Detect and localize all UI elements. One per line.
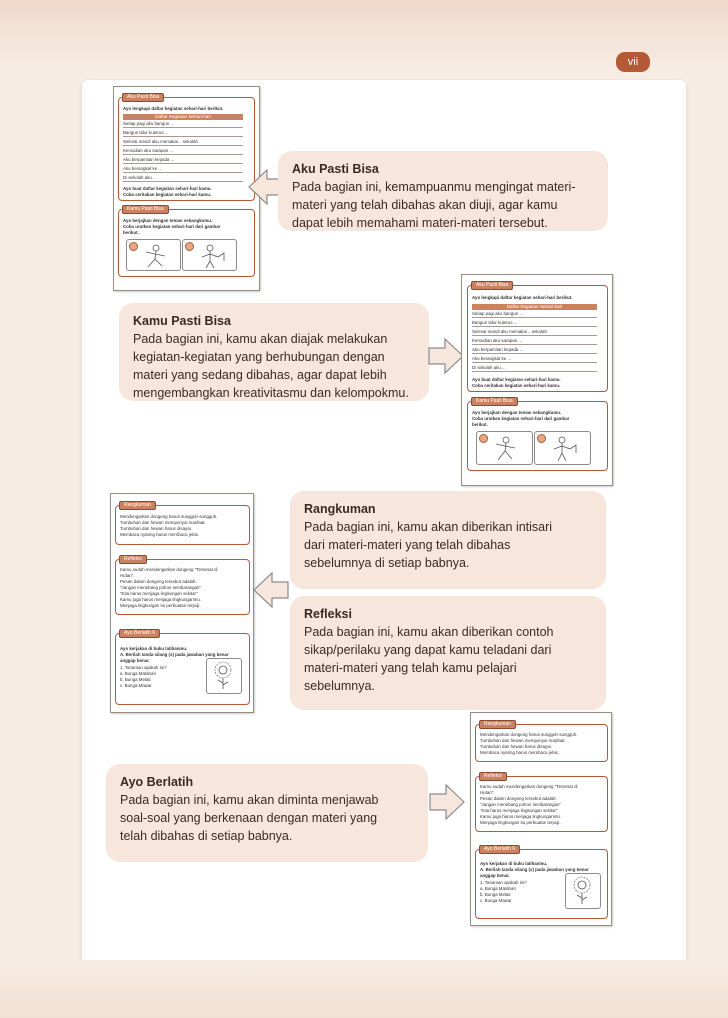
section-tag: Rangkuman: [479, 720, 516, 729]
callout-title: Rangkuman: [304, 502, 376, 516]
callout-aku-pasti-bisa: [278, 151, 608, 231]
table-row: Di sekolah aku ...: [472, 365, 597, 372]
thumbnail-ayo-berlatih: [470, 712, 612, 926]
section-tag: Ayo Berlatih 6: [479, 845, 520, 854]
table-row: Aku berangkat ke ...: [123, 166, 243, 173]
table-row: Setiap pagi aku bangun ...: [472, 311, 597, 318]
table-row: Kemudian aku sarapan ...: [123, 148, 243, 155]
callout-line: Pada bagian ini, kamu akan diminta menjawab: [120, 793, 379, 807]
callout-rangkuman: [290, 491, 606, 589]
arrow-right-icon: [427, 336, 465, 376]
table-header: Daftar Kegiatan Sehari-hari: [123, 114, 243, 120]
reflection-line: Menjaga lingkungan itu perbuatan terpuji.: [480, 820, 561, 825]
exercise-line: a. Bunga Matahari: [120, 671, 156, 676]
table-row: Aku berpamitan kepada ...: [472, 347, 597, 354]
callout-line: sikap/perilaku yang dapat kamu teladani dari: [304, 643, 552, 657]
section-tag: Ayo Berlatih 6: [119, 629, 160, 638]
summary-line: Mendengarkan dongeng harus sungguh-sungguh.: [120, 514, 218, 519]
reflection-line: Hutan".: [120, 573, 135, 578]
note-text: Ayo buat daftar kegiatan sehari-hari kamu.: [123, 186, 212, 191]
reflection-line: Kamu sudah mendengarkan dongeng "Tersesat di: [120, 567, 218, 572]
callout-line: sebelumnya di setiap babnya.: [304, 556, 470, 570]
callout-line: kegiatan-kegiatan yang berhubungan dengan: [133, 350, 385, 364]
callout-line: materi yang sedang dibahas, agar dapat lebih: [133, 368, 387, 382]
task-text: berikut.: [123, 230, 139, 235]
callout-line: dari materi-materi yang telah dibahas: [304, 538, 511, 552]
table-row: Bangun tidur kuterus ...: [123, 130, 243, 137]
reflection-line: "Kita harus menjaga lingkungan sekitar": [480, 808, 558, 813]
exercise-line: A. Berilah tanda silang (x) pada jawaban yang benar: [480, 867, 589, 872]
section-tag: Rangkuman: [119, 501, 156, 510]
task-text: Coba urutkan kegiatan sehari-hari dari gambar: [472, 416, 570, 421]
table-row: Selesai mandi aku memakai .. sekolah: [472, 329, 597, 336]
sunflower-icon: [568, 875, 596, 905]
reflection-line: "Jangan menebang pohon sembarangan": [120, 585, 201, 590]
table-row: Aku berangkat ke ...: [472, 356, 597, 363]
summary-line: Membaca nyaring harus membaca jelas.: [480, 750, 560, 755]
callout-line: telah dibahas di setiap babnya.: [120, 829, 293, 843]
callout-line: materi yang telah dibahas akan diuji, agar kamu: [292, 198, 558, 212]
number-badge: [479, 434, 488, 443]
callout-title: Refleksi: [304, 607, 352, 621]
callout-refleksi: [290, 596, 606, 710]
child-illustration: [194, 243, 230, 269]
exercise-line: b. Bunga Melati: [480, 892, 511, 897]
exercise-line: 1. Tanaman apakah ini?: [120, 665, 167, 670]
exercise-line: anggap benar.: [480, 873, 510, 878]
instruction-text: Ayo lengkapi daftar kegiatan sehari-hari berikut.: [123, 106, 224, 111]
table-row: Selesai mandi aku memakai .. sekolah: [123, 139, 243, 146]
child-illustration: [138, 243, 174, 269]
summary-line: Membaca nyaring harus membaca jelas.: [120, 532, 200, 537]
section-tag: Kamu Pasti Bisa: [471, 397, 518, 406]
exercise-line: A. Berilah tanda silang (x) pada jawaban yang benar: [120, 652, 229, 657]
reflection-line: Pesan dalam dongeng tersebut adalah:: [480, 796, 557, 801]
callout-line: Pada bagian ini, kemampuanmu mengingat materi-: [292, 180, 576, 194]
number-badge: [129, 242, 138, 251]
summary-line: Mendengarkan dongeng harus sungguh-sungguh.: [480, 732, 578, 737]
callout-title: Aku Pasti Bisa: [292, 162, 379, 176]
callout-line: materi-materi yang telah kamu pelajari: [304, 661, 517, 675]
callout-line: Pada bagian ini, kamu akan diberikan intisari: [304, 520, 553, 534]
section-tag: Aku Pasti Bisa: [122, 93, 164, 102]
section-tag: Refleksi: [119, 555, 147, 564]
section-tag: Kamu Pasti Bisa: [122, 205, 169, 214]
bottom-band: [0, 960, 728, 1018]
reflection-line: Hutan".: [480, 790, 495, 795]
callout-line: soal-soal yang berkenaan dengan materi yang: [120, 811, 378, 825]
task-text: berikut.: [472, 422, 488, 427]
exercise-line: 1. Tanaman apakah ini?: [480, 880, 527, 885]
callout-title: Kamu Pasti Bisa: [133, 314, 231, 328]
callout-line: mengembangkan kreativitasmu dan kelompokmu.: [133, 386, 409, 400]
arrow-right-icon: [428, 782, 466, 822]
summary-line: Tumbuhan dan hewan mempunyai manfaat.: [480, 738, 566, 743]
exercise-line: c. Bunga Mawar: [120, 683, 152, 688]
reflection-line: Pesan dalam dongeng tersebut adalah:: [120, 579, 197, 584]
table-row: Aku berpamitan kepada ...: [123, 157, 243, 164]
number-badge: [185, 242, 194, 251]
thumbnail-aku-pasti-bisa: [113, 86, 260, 291]
callout-ayo-berlatih: [106, 764, 428, 862]
table-row: Di sekolah aku ...: [123, 175, 243, 182]
reflection-line: "Kita harus menjaga lingkungan sekitar": [120, 591, 198, 596]
callout-line: Pada bagian ini, kamu akan diajak melakukan: [133, 332, 388, 346]
summary-line: Tumbuhan dan hewan harus disayai.: [480, 744, 552, 749]
number-badge: [537, 434, 546, 443]
task-text: Ayo berjajkan dengan teman sebangkumu.: [123, 218, 213, 223]
task-text: Coba urutkan kegiatan sehari-hari dari gambar: [123, 224, 221, 229]
note-text: Coba ceritakan kegiatan sehari-hari kamu.: [123, 192, 212, 197]
exercise-line: c. Bunga Mawar: [480, 898, 512, 903]
callout-line: Pada bagian ini, kamu akan diberikan contoh: [304, 625, 554, 639]
exercise-line: Ayo kerjakan di buku latihanmu.: [120, 646, 188, 651]
table-row: Kemudian aku sarapan ...: [472, 338, 597, 345]
callout-line: sebelumnya.: [304, 679, 375, 693]
reflection-line: Menjaga lingkungan itu perbuatan terpuji.: [120, 603, 201, 608]
reflection-line: "Jangan menebang pohon sembarangan": [480, 802, 561, 807]
table-row: Bangun tidur kuterus ...: [472, 320, 597, 327]
exercise-line: a. Bunga Matahari: [480, 886, 516, 891]
exercise-line: b. Bunga Melati: [120, 677, 151, 682]
exercise-line: Ayo kerjakan di buku latihanmu.: [480, 861, 548, 866]
table-row: Setiap pagi aku bangun ...: [123, 121, 243, 128]
note-text: Coba ceritakan kegiatan sehari-hari kamu.: [472, 383, 561, 388]
callout-line: dapat lebih memahami materi-materi tersebut.: [292, 216, 548, 230]
callout-kamu-pasti-bisa: [119, 303, 429, 401]
arrow-left-icon: [252, 570, 290, 610]
reflection-line: Kamu sudah mendengarkan dongeng "Tersesat di: [480, 784, 578, 789]
sunflower-icon: [209, 660, 237, 690]
section-tag: Refleksi: [479, 772, 507, 781]
reflection-line: Kamu juga harus menjaga lingkunganmu.: [120, 597, 202, 602]
child-illustration: [546, 435, 582, 462]
child-illustration: [488, 435, 524, 462]
reflection-line: Kamu juga harus menjaga lingkunganmu.: [480, 814, 562, 819]
page-number: vii: [616, 52, 650, 72]
summary-line: Tumbuhan dan hewan mempunyai manfaat.: [120, 520, 206, 525]
exercise-line: anggap benar.: [120, 658, 150, 663]
note-text: Ayo buat daftar kegiatan sehari-hari kamu.: [472, 377, 561, 382]
table-header: Daftar Kegiatan Sehari-hari: [472, 304, 597, 310]
summary-line: Tumbuhan dan hewan harus disayai.: [120, 526, 192, 531]
callout-title: Ayo Berlatih: [120, 775, 194, 789]
thumbnail-rangkuman: [110, 493, 254, 713]
thumbnail-aku-pasti-bisa-2: [461, 274, 613, 486]
task-text: Ayo berjajkan dengan teman sebangkumu.: [472, 410, 562, 415]
section-tag: Aku Pasti Bisa: [471, 281, 513, 290]
instruction-text: Ayo lengkapi daftar kegiatan sehari-hari berikut.: [472, 295, 573, 300]
